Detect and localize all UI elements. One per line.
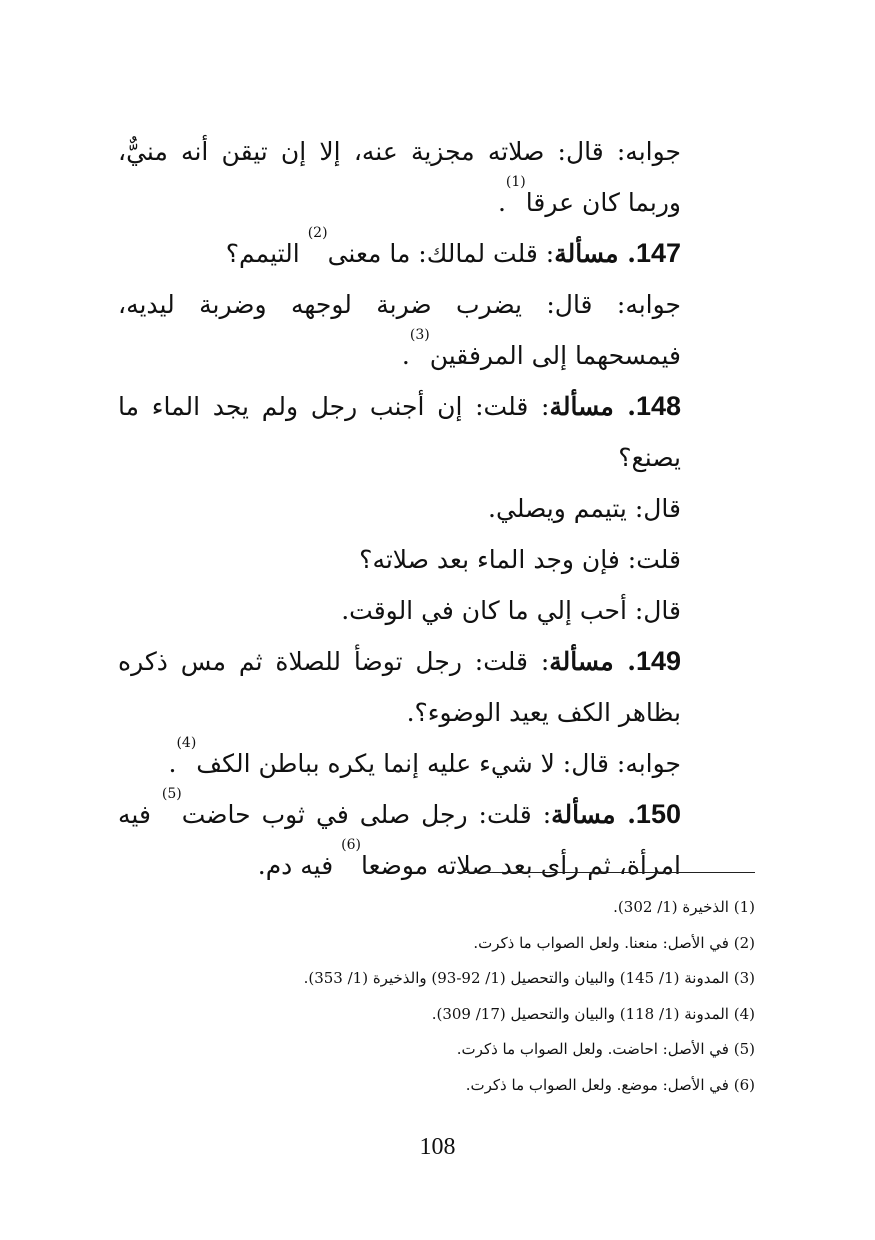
- question-label: . مسألة: [551, 800, 636, 829]
- question-number: 149: [635, 646, 681, 676]
- footnote-ref[interactable]: (2): [307, 225, 328, 241]
- footnotes: [118, 890, 755, 1104]
- answer-text: جوابه: قال: صلاته مجزية عنه، إلا إن تيقن أنه منيٌّ، وربما كان عرقا: [118, 137, 681, 217]
- footnote-3: (3) المدونة (1/ 145) والبيان والتحصيل (1/ 92-93) والذخيرة (1/ 353).: [303, 969, 755, 988]
- main-text: [118, 126, 755, 891]
- dialogue-line-3: قال: أحب إلي ما كان في الوقت.: [341, 596, 681, 625]
- footnote-1: (1) الذخيرة (1/ 302).: [613, 898, 755, 916]
- dialogue-line-1: قال: يتيمم ويصلي.: [488, 494, 681, 523]
- question-number: 148: [635, 391, 681, 421]
- footnote-ref[interactable]: (3): [409, 327, 430, 343]
- question-label: . مسألة: [554, 239, 636, 268]
- question-number: 150: [635, 799, 681, 829]
- period: .: [401, 341, 410, 370]
- footnote-2: (2) في الأصل: منعنا. ولعل الصواب ما ذكرت.: [473, 933, 755, 952]
- question-text: : قلت لمالك: ما معنى: [327, 239, 555, 268]
- period: .: [497, 188, 506, 217]
- footnote-ref[interactable]: (1): [505, 174, 526, 190]
- footnote-4: (4) المدونة (1/ 118) والبيان والتحصيل (17/ 309).: [431, 1004, 755, 1023]
- question-text-cont: التيمم؟: [225, 239, 308, 268]
- question-text-end: فيه دم.: [257, 851, 342, 880]
- question-number: 147: [635, 238, 681, 268]
- question-150: [118, 786, 755, 891]
- answer-text: جوابه: قال: يضرب ضربة لوجهه وضربة ليديه، فيمسحهما إلى المرفقين: [118, 290, 681, 370]
- question-text: : قلت: إن أجنب رجل ولم يجد الماء ما يصنع؟: [118, 392, 681, 472]
- footnote-ref[interactable]: (6): [341, 837, 361, 853]
- question-label: . مسألة: [549, 392, 636, 421]
- footnote-ref[interactable]: (4): [176, 735, 197, 751]
- footnote-6: (6) في الأصل: موضع. ولعل الصواب ما ذكرت.: [465, 1075, 755, 1094]
- answer-paragraph-3: [118, 735, 755, 789]
- answer-text: جوابه: قال: لا شيء عليه إنما يكره بباطن الكف: [196, 749, 681, 778]
- question-149: [118, 636, 755, 738]
- period: .: [168, 749, 177, 778]
- footnote-5: (5) في الأصل: احاضت. ولعل الصواب ما ذكرت.: [456, 1040, 755, 1059]
- question-text-cont: فيه امرأة، ثم رأى بعد صلاته موضعا: [118, 800, 681, 880]
- page-number: 108: [419, 1134, 456, 1160]
- footnote-ref[interactable]: (5): [161, 786, 182, 802]
- answer-paragraph-2: [118, 279, 755, 381]
- question-label: . مسألة: [549, 647, 636, 676]
- footnote-separator: [457, 872, 755, 873]
- question-text: : قلت: رجل توضأ للصلاة ثم مس ذكره بظاهر الكف يعيد الوضوء؟.: [118, 647, 681, 727]
- question-147: [118, 225, 755, 279]
- dialogue-line-2: قلت: فإن وجد الماء بعد صلاته؟: [359, 545, 681, 574]
- question-148: [118, 381, 755, 483]
- answer-paragraph-1: [118, 126, 755, 228]
- question-text: : قلت: رجل صلى في ثوب حاضت: [181, 800, 552, 829]
